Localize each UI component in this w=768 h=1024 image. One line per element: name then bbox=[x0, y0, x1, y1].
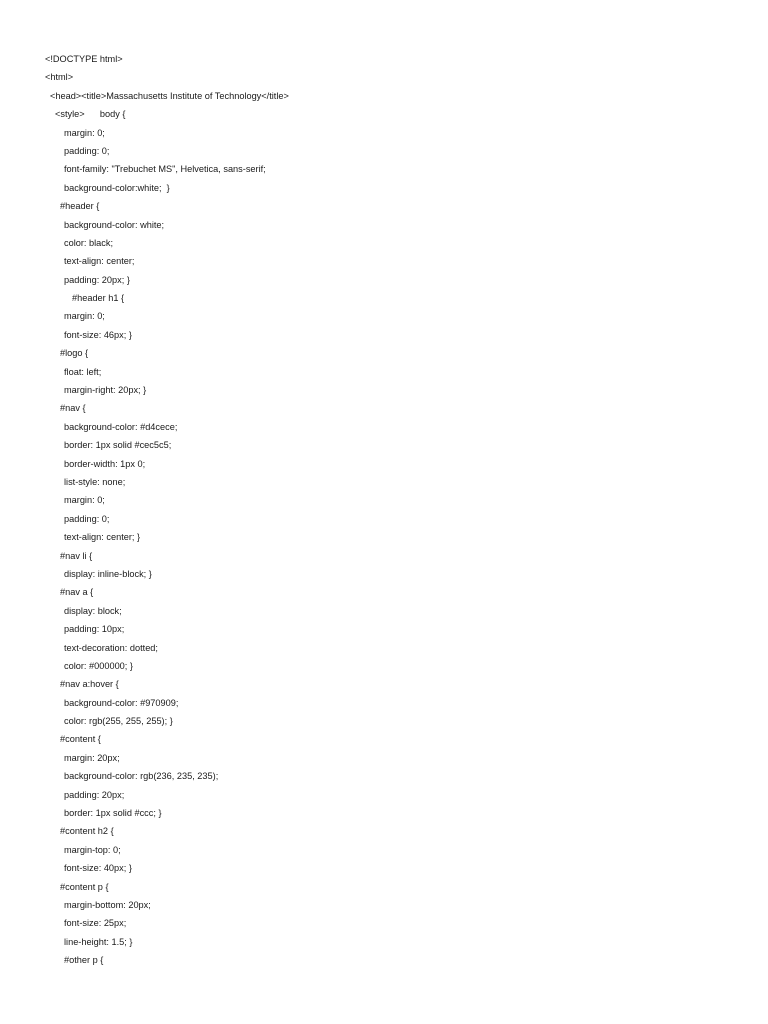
code-line: background-color: white; bbox=[64, 219, 165, 230]
code-line: margin: 0; bbox=[64, 495, 105, 506]
code-line: display: inline-block; } bbox=[64, 568, 152, 579]
code-line-selector: #other p { bbox=[64, 955, 104, 966]
code-line: color: black; bbox=[64, 237, 114, 248]
code-line-selector: #content p { bbox=[60, 881, 109, 892]
code-line: text-align: center; } bbox=[64, 532, 141, 543]
code-line: margin: 0; bbox=[64, 311, 105, 322]
code-line: text-align: center; bbox=[64, 256, 135, 267]
code-line-selector: #header h1 { bbox=[72, 293, 125, 304]
code-line: margin-top: 0; bbox=[64, 844, 121, 855]
code-line: background-color: #970909; bbox=[64, 697, 179, 708]
code-line: border-width: 1px 0; bbox=[64, 458, 146, 469]
code-line: font-size: 46px; } bbox=[64, 329, 132, 340]
code-line: font-family: "Trebuchet MS", Helvetica, sans-serif; bbox=[64, 164, 266, 175]
code-line-doctype: <!DOCTYPE html> bbox=[45, 54, 123, 64]
code-line-style-body: <style> body { bbox=[55, 109, 126, 120]
code-line: color: rgb(255, 255, 255); } bbox=[64, 716, 173, 727]
code-line: margin-right: 20px; } bbox=[64, 385, 147, 396]
code-line-selector: #nav { bbox=[60, 403, 86, 414]
code-line: float: left; bbox=[64, 366, 102, 377]
code-line: margin-bottom: 20px; bbox=[64, 899, 151, 910]
code-line: border: 1px solid #cec5c5; bbox=[64, 440, 172, 451]
code-line: margin: 0; bbox=[64, 127, 105, 138]
code-line-selector: #nav li { bbox=[60, 550, 93, 561]
code-line: padding: 10px; bbox=[64, 624, 125, 635]
code-line: text-decoration: dotted; bbox=[64, 642, 158, 653]
code-line-selector: #nav a { bbox=[60, 587, 94, 598]
code-line: border: 1px solid #ccc; } bbox=[64, 808, 162, 819]
code-line: margin: 20px; bbox=[64, 752, 120, 763]
code-line: color: #000000; } bbox=[64, 660, 133, 671]
code-line: padding: 0; bbox=[64, 145, 110, 156]
code-line: font-size: 25px; bbox=[64, 918, 127, 929]
code-line: padding: 0; bbox=[64, 513, 110, 524]
code-line: background-color: #d4cece; bbox=[64, 421, 178, 432]
code-line-head-title: <head><title>Massachusetts Institute of Technology</title> bbox=[50, 90, 289, 101]
code-line: line-height: 1.5; } bbox=[64, 936, 133, 947]
document-page bbox=[0, 50, 768, 970]
code-line-html-open: <html> bbox=[45, 72, 74, 83]
code-line: display: block; bbox=[64, 605, 122, 616]
code-line: background-color:white; } bbox=[64, 182, 170, 193]
code-line-selector: #content h2 { bbox=[60, 826, 114, 837]
code-line-selector: #logo { bbox=[60, 348, 89, 359]
code-line: padding: 20px; bbox=[64, 789, 125, 800]
code-line: list-style: none; bbox=[64, 476, 126, 487]
code-line-selector: #header { bbox=[60, 201, 100, 212]
code-line: font-size: 40px; } bbox=[64, 863, 132, 874]
code-line-selector: #content { bbox=[60, 734, 101, 745]
code-line-selector: #nav a:hover { bbox=[60, 679, 119, 690]
code-line: padding: 20px; } bbox=[64, 274, 130, 285]
code-line: background-color: rgb(236, 235, 235); bbox=[64, 771, 219, 782]
